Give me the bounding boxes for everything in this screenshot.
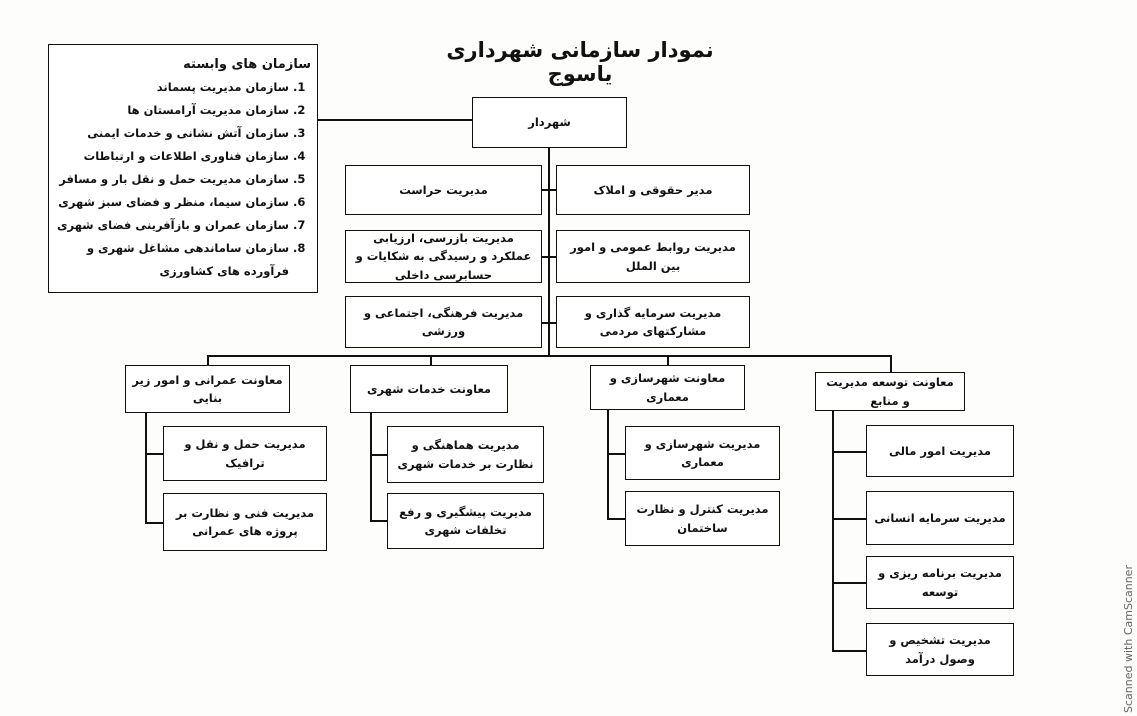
- connector: [607, 453, 625, 455]
- staff-unit-box: مدیریت حراست: [345, 165, 542, 215]
- affiliated-item: 6. سازمان سیما، منظر و فضای سبز شهری: [57, 191, 289, 214]
- affiliated-item: 2. سازمان مدیریت آرامستان ها: [57, 99, 289, 122]
- affiliated-organizations-box: [48, 44, 318, 293]
- unit-box: مدیریت سرمایه انسانی: [866, 491, 1014, 545]
- connector: [607, 410, 609, 520]
- connector: [607, 518, 625, 520]
- unit-box: مدیریت کنترل و نظارت ساختمان: [625, 491, 780, 546]
- unit-box: مدیریت حمل و نقل و ترافیک: [163, 426, 327, 481]
- staff-unit-box: مدیریت سرمایه گذاری و مشارکتهای مردمی: [556, 296, 750, 348]
- connector: [542, 256, 556, 258]
- affiliated-item: 1. سازمان مدیریت پسماند: [57, 76, 289, 99]
- staff-unit-box: مدیریت فرهنگی، اجتماعی و ورزشی: [345, 296, 542, 348]
- affiliated-item: 5. سازمان مدیریت حمل و نقل بار و مسافر: [57, 168, 289, 191]
- connector: [832, 582, 866, 584]
- unit-box: مدیریت پیشگیری و رفع تخلفات شهری: [387, 493, 544, 549]
- connector: [832, 650, 866, 652]
- connector: [370, 413, 372, 521]
- connector: [548, 148, 550, 356]
- unit-box: مدیریت امور مالی: [866, 425, 1014, 477]
- connector: [145, 413, 147, 523]
- deputy-box: معاونت خدمات شهری: [350, 365, 508, 413]
- staff-unit-box: مدیر حقوقی و املاک: [556, 165, 750, 215]
- connector: [542, 322, 556, 324]
- scanner-watermark: Scanned with CamScanner: [1122, 565, 1135, 713]
- connector: [832, 518, 866, 520]
- deputy-box: معاونت عمرانی و امور زیر بنایی: [125, 365, 290, 413]
- connector: [370, 454, 387, 456]
- connector: [370, 520, 387, 522]
- staff-unit-box: مدیریت بازرسی، ارزیابی عملکرد و رسیدگی به شکایات و حسابرسی داخلی: [345, 230, 542, 283]
- connector: [145, 522, 163, 524]
- unit-box: مدیریت فنی و نظارت بر پروژه های عمرانی: [163, 493, 327, 551]
- unit-box: مدیریت شهرسازی و معماری: [625, 426, 780, 480]
- chart-title: نمودار سازمانی شهرداری یاسوج: [446, 38, 714, 86]
- mayor-box: شهردار: [472, 97, 627, 148]
- unit-box: مدیریت تشخیص و وصول درآمد: [866, 623, 1014, 676]
- connector: [832, 451, 866, 453]
- deputy-box: معاونت شهرسازی و معماری: [590, 365, 745, 410]
- affiliated-item: 4. سازمان فناوری اطلاعات و ارتباطات: [57, 145, 289, 168]
- affiliated-item: 8. سازمان ساماندهی مشاغل شهری و فرآورده های کشاورزی: [57, 237, 289, 283]
- connector: [207, 355, 892, 357]
- affiliated-heading: سازمان های وابسته: [183, 57, 311, 72]
- affiliated-item: 3. سازمان آتش نشانی و خدمات ایمنی: [57, 122, 289, 145]
- connector: [890, 355, 892, 373]
- affiliated-item: 7. سازمان عمران و بازآفرینی فضای شهری: [57, 214, 289, 237]
- connector: [145, 453, 163, 455]
- unit-box: مدیریت برنامه ریزی و توسعه: [866, 556, 1014, 609]
- connector: [318, 119, 472, 121]
- connector: [832, 410, 834, 651]
- connector: [542, 189, 556, 191]
- unit-box: مدیریت هماهنگی و نظارت بر خدمات شهری: [387, 426, 544, 483]
- deputy-box: معاونت توسعه مدیریت و منابع: [815, 372, 965, 411]
- staff-unit-box: مدیریت روابط عمومی و امور بین الملل: [556, 230, 750, 283]
